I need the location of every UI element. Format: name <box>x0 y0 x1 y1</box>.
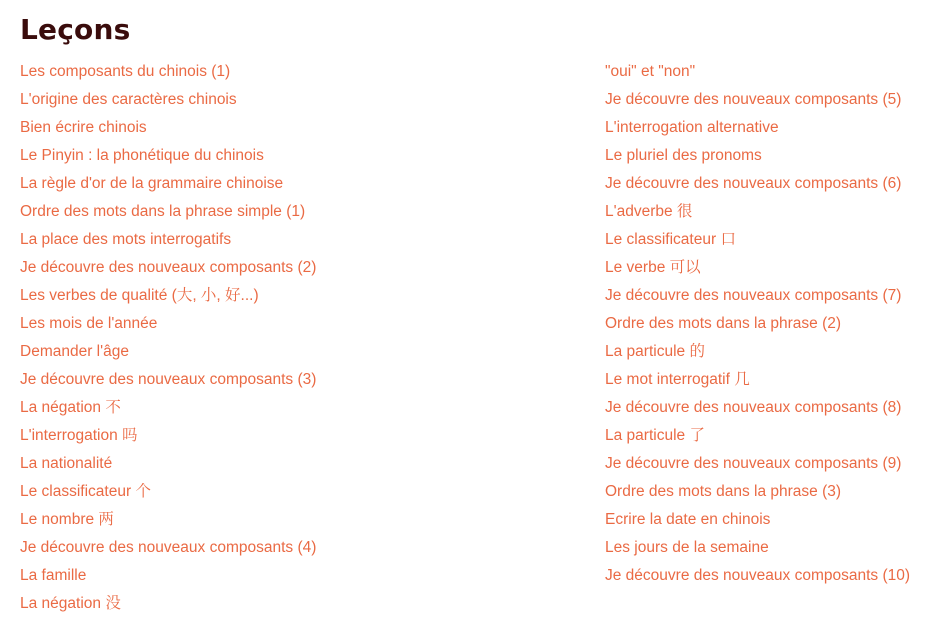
list-item <box>20 310 580 338</box>
lesson-link[interactable]: Les mois de l'année <box>20 315 158 332</box>
lesson-link[interactable]: La place des mots interrogatifs <box>20 231 232 248</box>
list-item <box>605 534 945 562</box>
list-item <box>605 142 945 170</box>
lesson-link[interactable]: Les verbes de qualité (大, 小, 好...) <box>20 287 259 304</box>
list-item <box>20 422 580 450</box>
lesson-link[interactable]: Le Pinyin : la phonétique du chinois <box>20 147 264 164</box>
lesson-link[interactable]: La particule 了 <box>605 427 705 444</box>
list-item <box>605 58 945 86</box>
list-item <box>20 254 580 282</box>
list-item <box>20 226 580 254</box>
list-item <box>20 142 580 170</box>
lesson-link[interactable]: Ordre des mots dans la phrase (3) <box>605 483 842 500</box>
lesson-link[interactable]: La négation 不 <box>20 399 121 416</box>
list-item <box>605 506 945 534</box>
list-item <box>20 590 580 618</box>
page-title: Leçons <box>20 13 131 46</box>
list-item <box>605 422 945 450</box>
lesson-link[interactable]: Ordre des mots dans la phrase simple (1) <box>20 203 306 220</box>
list-item <box>605 170 945 198</box>
list-item <box>20 198 580 226</box>
lesson-link[interactable]: Le mot interrogatif 几 <box>605 371 750 388</box>
lesson-link[interactable]: L'interrogation alternative <box>605 119 779 136</box>
list-item <box>20 170 580 198</box>
list-item <box>605 562 945 590</box>
lesson-link[interactable]: Le pluriel des pronoms <box>605 147 762 164</box>
list-item <box>20 450 580 478</box>
list-item <box>20 282 580 310</box>
list-item <box>20 58 580 86</box>
list-item <box>605 366 945 394</box>
lesson-link[interactable]: Je découvre des nouveaux composants (4) <box>20 539 317 556</box>
lesson-link[interactable]: L'adverbe 很 <box>605 203 693 220</box>
lesson-link[interactable]: Je découvre des nouveaux composants (9) <box>605 455 902 472</box>
lesson-link[interactable]: Le classificateur 口 <box>605 231 736 248</box>
lesson-link[interactable]: Je découvre des nouveaux composants (2) <box>20 259 317 276</box>
list-item <box>605 450 945 478</box>
list-item <box>605 114 945 142</box>
list-item <box>605 338 945 366</box>
list-item <box>20 534 580 562</box>
list-item <box>605 478 945 506</box>
lesson-link[interactable]: L'origine des caractères chinois <box>20 91 237 108</box>
list-item <box>605 394 945 422</box>
list-item <box>605 226 945 254</box>
list-item <box>20 506 580 534</box>
lesson-link[interactable]: La particule 的 <box>605 343 705 360</box>
lesson-link[interactable]: Les composants du chinois (1) <box>20 63 231 80</box>
lesson-link[interactable]: La négation 没 <box>20 595 121 612</box>
list-item <box>20 562 580 590</box>
lesson-link[interactable]: Je découvre des nouveaux composants (6) <box>605 175 902 192</box>
lesson-link[interactable]: Demander l'âge <box>20 343 129 360</box>
lesson-link[interactable]: Le nombre 两 <box>20 511 114 528</box>
list-item <box>20 366 580 394</box>
list-item <box>605 310 945 338</box>
lesson-link[interactable]: Je découvre des nouveaux composants (5) <box>605 91 902 108</box>
list-item <box>20 394 580 422</box>
lesson-link[interactable]: Je découvre des nouveaux composants (10) <box>605 567 911 584</box>
lesson-link[interactable]: Ordre des mots dans la phrase (2) <box>605 315 842 332</box>
list-item <box>605 254 945 282</box>
lesson-link[interactable]: Bien écrire chinois <box>20 119 147 136</box>
lesson-link[interactable]: Le verbe 可以 <box>605 259 701 276</box>
list-item <box>20 478 580 506</box>
lesson-link[interactable]: La règle d'or de la grammaire chinoise <box>20 175 284 192</box>
lesson-link[interactable]: La famille <box>20 567 87 584</box>
lesson-list-right <box>605 58 945 590</box>
lesson-link[interactable]: L'interrogation 吗 <box>20 427 138 444</box>
lesson-link[interactable]: Je découvre des nouveaux composants (3) <box>20 371 317 388</box>
lesson-link[interactable]: "oui" et "non" <box>605 63 696 80</box>
lesson-link[interactable]: Je découvre des nouveaux composants (7) <box>605 287 902 304</box>
list-item <box>20 86 580 114</box>
lesson-link[interactable]: Le classificateur 个 <box>20 483 151 500</box>
lesson-link[interactable]: La nationalité <box>20 455 113 472</box>
lesson-link[interactable]: Ecrire la date en chinois <box>605 511 771 528</box>
lesson-list-left <box>20 58 580 618</box>
list-item <box>605 198 945 226</box>
lesson-link[interactable]: Les jours de la semaine <box>605 539 769 556</box>
list-item <box>20 338 580 366</box>
list-item <box>605 282 945 310</box>
list-item <box>20 114 580 142</box>
lesson-link[interactable]: Je découvre des nouveaux composants (8) <box>605 399 902 416</box>
list-item <box>605 86 945 114</box>
